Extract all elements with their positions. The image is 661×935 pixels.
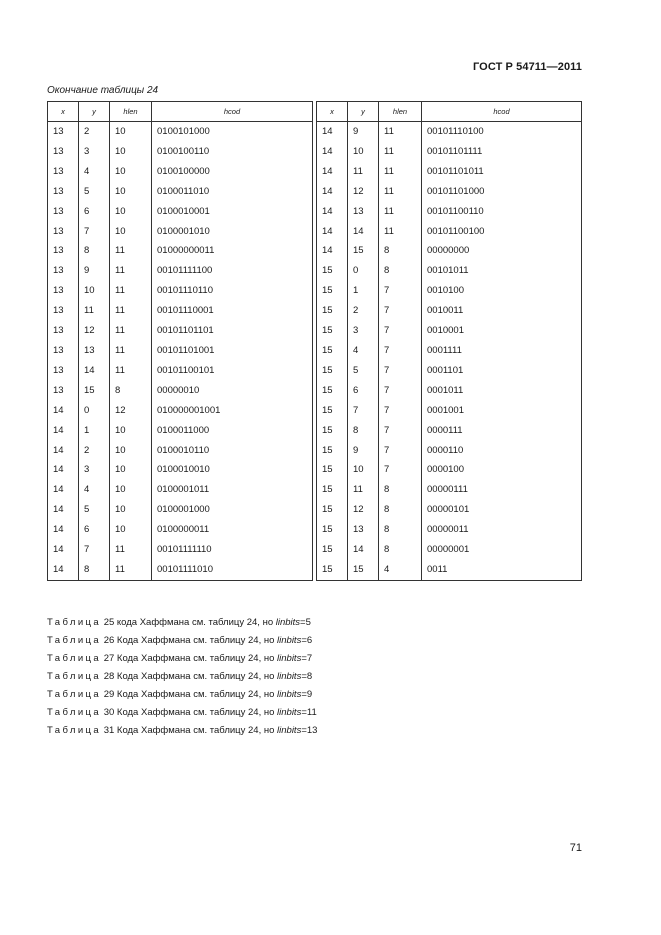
cell-hcod: 0100100000 [152, 162, 313, 182]
cell-hlen: 10 [110, 182, 152, 202]
column-header-hcod: hcod [152, 102, 313, 122]
column-header-x: x [317, 102, 348, 122]
cell-hcod: 00101101001 [152, 341, 313, 361]
cell-x: 14 [317, 162, 348, 182]
cell-hcod: 0100010110 [152, 441, 313, 461]
cell-y: 7 [79, 222, 110, 242]
cell-x: 13 [48, 202, 79, 222]
cell-x: 15 [317, 361, 348, 381]
note-label: Таблица [47, 617, 102, 628]
table-row [48, 182, 313, 202]
table-row [48, 480, 313, 500]
cell-hcod: 0100001010 [152, 222, 313, 242]
cell-y: 15 [348, 560, 379, 580]
cell-hlen: 8 [379, 540, 422, 560]
cell-y: 2 [79, 441, 110, 461]
cell-hcod: 0001011 [422, 381, 582, 401]
note-line [47, 722, 317, 740]
cell-hcod: 00101111010 [152, 560, 313, 580]
cell-y: 11 [79, 301, 110, 321]
cell-x: 15 [317, 281, 348, 301]
cell-y: 5 [79, 500, 110, 520]
note-variable: linbits [277, 671, 302, 682]
cell-x: 14 [317, 182, 348, 202]
note-value: =13 [301, 725, 318, 736]
cell-x: 13 [48, 222, 79, 242]
cell-hlen: 7 [379, 401, 422, 421]
note-value: =11 [301, 707, 317, 718]
cell-y: 15 [348, 241, 379, 261]
cell-hlen: 11 [110, 540, 152, 560]
note-text: 26 Кода Хаффмана см. таблицу 24, но [103, 635, 278, 646]
note-text: 27 Кода Хаффмана см. таблицу 24, но [103, 653, 278, 664]
cell-y: 10 [348, 142, 379, 162]
cell-hlen: 11 [110, 361, 152, 381]
cell-x: 15 [317, 341, 348, 361]
cell-x: 15 [317, 540, 348, 560]
cell-hcod: 00101100100 [422, 222, 582, 242]
note-text: 25 кода Хаффмана см. таблицу 24, но [103, 617, 276, 628]
note-value: =9 [301, 689, 313, 700]
cell-y: 10 [79, 281, 110, 301]
cell-hlen: 11 [110, 341, 152, 361]
cell-y: 15 [79, 381, 110, 401]
cell-hlen: 11 [110, 281, 152, 301]
cell-y: 10 [348, 460, 379, 480]
note-label: Таблица [47, 635, 102, 646]
cell-hlen: 11 [110, 261, 152, 281]
column-header-hlen: hlen [110, 102, 152, 122]
cell-x: 14 [48, 540, 79, 560]
cell-hcod: 00101100110 [422, 202, 582, 222]
cell-x: 13 [48, 301, 79, 321]
cell-y: 13 [79, 341, 110, 361]
cell-hlen: 8 [379, 520, 422, 540]
column-header-y: y [79, 102, 110, 122]
note-variable: linbits [277, 707, 302, 718]
note-value: =7 [301, 653, 313, 664]
cell-hlen: 7 [379, 321, 422, 341]
cell-hcod: 0100001000 [152, 500, 313, 520]
cell-hcod: 00101101101 [152, 321, 313, 341]
cell-hcod: 0100100110 [152, 142, 313, 162]
cell-hlen: 8 [379, 261, 422, 281]
cell-y: 6 [79, 202, 110, 222]
cell-hcod: 00101110110 [152, 281, 313, 301]
cell-hlen: 10 [110, 480, 152, 500]
cell-hlen: 10 [110, 460, 152, 480]
cell-hlen: 10 [110, 441, 152, 461]
cell-hcod: 0010001 [422, 321, 582, 341]
note-line [47, 704, 317, 722]
cell-y: 5 [79, 182, 110, 202]
table-row [317, 441, 582, 461]
note-value: =8 [301, 671, 313, 682]
cell-y: 4 [79, 480, 110, 500]
cell-y: 2 [348, 301, 379, 321]
cell-x: 13 [48, 261, 79, 281]
table-row [317, 520, 582, 540]
cell-x: 14 [48, 560, 79, 580]
table-row [317, 301, 582, 321]
cell-x: 15 [317, 301, 348, 321]
cell-hlen: 7 [379, 441, 422, 461]
cell-x: 15 [317, 421, 348, 441]
cell-y: 4 [79, 162, 110, 182]
table-row [48, 441, 313, 461]
cell-x: 15 [317, 441, 348, 461]
table-row [317, 321, 582, 341]
table-row [317, 341, 582, 361]
note-label: Таблица [47, 653, 102, 664]
cell-y: 11 [348, 480, 379, 500]
cell-hcod: 0000110 [422, 441, 582, 461]
note-variable: linbits [277, 653, 302, 664]
table-row [48, 421, 313, 441]
cell-hcod: 0100001011 [152, 480, 313, 500]
cell-hcod: 00101101011 [422, 162, 582, 182]
cell-x: 14 [48, 441, 79, 461]
table-row [317, 421, 582, 441]
table-row [317, 401, 582, 421]
cell-hcod: 0100011010 [152, 182, 313, 202]
note-label: Таблица [47, 707, 102, 718]
cell-hcod: 00000111 [422, 480, 582, 500]
cell-hlen: 7 [379, 361, 422, 381]
cell-x: 14 [48, 500, 79, 520]
cell-y: 13 [348, 520, 379, 540]
note-variable: linbits [277, 725, 302, 736]
table-row [48, 460, 313, 480]
table-caption: Окончание таблицы 24 [47, 85, 159, 96]
cell-x: 15 [317, 500, 348, 520]
table-row [48, 241, 313, 261]
cell-x: 14 [48, 520, 79, 540]
cell-hlen: 7 [379, 281, 422, 301]
cell-hlen: 10 [110, 162, 152, 182]
cell-x: 13 [48, 241, 79, 261]
cell-hlen: 11 [110, 241, 152, 261]
table-row [48, 222, 313, 242]
cell-y: 0 [79, 401, 110, 421]
table-row [317, 500, 582, 520]
cell-hlen: 10 [110, 520, 152, 540]
cell-hcod: 00000000 [422, 241, 582, 261]
cell-y: 7 [348, 401, 379, 421]
cell-hcod: 00000011 [422, 520, 582, 540]
note-text: 30 Кода Хаффмана см. таблицу 24, но [103, 707, 278, 718]
cell-x: 15 [317, 381, 348, 401]
table-row [317, 202, 582, 222]
table-row [317, 162, 582, 182]
cell-x: 14 [317, 122, 348, 142]
note-label: Таблица [47, 689, 102, 700]
cell-hcod: 0001101 [422, 361, 582, 381]
table-row [48, 202, 313, 222]
table-header-row [317, 102, 582, 122]
huffman-table-left [47, 101, 313, 581]
table-row [317, 122, 582, 142]
column-header-x: x [48, 102, 79, 122]
cell-hlen: 11 [110, 321, 152, 341]
cell-hcod: 0011 [422, 560, 582, 580]
cell-hcod: 00000001 [422, 540, 582, 560]
page-number: 71 [569, 842, 582, 854]
cell-hlen: 8 [110, 381, 152, 401]
cell-hlen: 7 [379, 421, 422, 441]
table-row [48, 520, 313, 540]
cell-hlen: 10 [110, 142, 152, 162]
table-row [48, 162, 313, 182]
cell-x: 15 [317, 460, 348, 480]
table-row [317, 182, 582, 202]
cell-hlen: 11 [379, 162, 422, 182]
table-row [48, 361, 313, 381]
cell-hlen: 11 [379, 222, 422, 242]
cell-x: 13 [48, 182, 79, 202]
cell-hlen: 11 [379, 202, 422, 222]
table-row [48, 401, 313, 421]
cell-x: 15 [317, 520, 348, 540]
cell-hcod: 010000001001 [152, 401, 313, 421]
cell-hlen: 10 [110, 122, 152, 142]
cell-hcod: 0010011 [422, 301, 582, 321]
huffman-table-right [316, 101, 582, 581]
note-text: 31 Кода Хаффмана см. таблицу 24, но [103, 725, 278, 736]
cell-hlen: 11 [110, 560, 152, 580]
cell-y: 14 [348, 540, 379, 560]
note-line [47, 650, 317, 668]
note-line [47, 614, 317, 632]
table-row [48, 341, 313, 361]
cell-y: 12 [79, 321, 110, 341]
cell-y: 12 [348, 182, 379, 202]
cell-hlen: 7 [379, 381, 422, 401]
cell-hcod: 0100101000 [152, 122, 313, 142]
cell-x: 14 [48, 460, 79, 480]
cell-x: 13 [48, 122, 79, 142]
table-row [317, 281, 582, 301]
table-row [48, 381, 313, 401]
document-standard-header: ГОСТ Р 54711—2011 [472, 61, 582, 73]
cell-hcod: 00101011 [422, 261, 582, 281]
cell-hcod: 0100010001 [152, 202, 313, 222]
cell-y: 14 [79, 361, 110, 381]
cell-hcod: 00101110001 [152, 301, 313, 321]
cell-y: 9 [348, 122, 379, 142]
table-row [317, 560, 582, 580]
cell-hcod: 0010100 [422, 281, 582, 301]
table-row [317, 222, 582, 242]
cell-x: 14 [317, 202, 348, 222]
column-header-y: y [348, 102, 379, 122]
note-text: 28 Кода Хаффмана см. таблицу 24, но [103, 671, 278, 682]
cell-hcod: 00000101 [422, 500, 582, 520]
note-variable: linbits [275, 617, 301, 628]
column-header-hlen: hlen [379, 102, 422, 122]
cell-x: 13 [48, 162, 79, 182]
note-label: Таблица [47, 725, 102, 736]
cell-hcod: 00101101000 [422, 182, 582, 202]
cell-x: 15 [317, 560, 348, 580]
note-variable: linbits [277, 635, 302, 646]
cell-hlen: 12 [110, 401, 152, 421]
cell-y: 14 [348, 222, 379, 242]
cell-y: 12 [348, 500, 379, 520]
cell-x: 15 [317, 261, 348, 281]
cell-x: 13 [48, 381, 79, 401]
cell-y: 9 [79, 261, 110, 281]
table-row [48, 321, 313, 341]
cell-x: 14 [317, 222, 348, 242]
cell-y: 3 [348, 321, 379, 341]
cell-hcod: 0001001 [422, 401, 582, 421]
cell-hlen: 11 [379, 182, 422, 202]
table-row [317, 540, 582, 560]
note-label: Таблица [47, 671, 102, 682]
table-row [48, 540, 313, 560]
table-row [317, 480, 582, 500]
note-text: 29 Кода Хаффмана см. таблицу 24, но [103, 689, 278, 700]
cell-y: 13 [348, 202, 379, 222]
cell-hcod: 00101110100 [422, 122, 582, 142]
table-header-row [48, 102, 313, 122]
cell-x: 14 [317, 241, 348, 261]
cell-y: 7 [79, 540, 110, 560]
cell-hlen: 11 [110, 301, 152, 321]
table-row [317, 241, 582, 261]
cell-hcod: 00000010 [152, 381, 313, 401]
cell-x: 14 [48, 480, 79, 500]
cell-hlen: 11 [379, 142, 422, 162]
cell-hlen: 11 [379, 122, 422, 142]
cell-hlen: 8 [379, 480, 422, 500]
cell-y: 6 [79, 520, 110, 540]
cell-y: 2 [79, 122, 110, 142]
cell-y: 9 [348, 441, 379, 461]
cell-y: 1 [348, 281, 379, 301]
cell-y: 5 [348, 361, 379, 381]
cell-y: 6 [348, 381, 379, 401]
table-notes [47, 614, 317, 740]
cell-hcod: 00101111110 [152, 540, 313, 560]
cell-hcod: 00101100101 [152, 361, 313, 381]
cell-x: 13 [48, 281, 79, 301]
cell-hcod: 00101111100 [152, 261, 313, 281]
cell-y: 3 [79, 460, 110, 480]
cell-y: 3 [79, 142, 110, 162]
table-row [48, 142, 313, 162]
cell-hlen: 10 [110, 202, 152, 222]
cell-x: 15 [317, 480, 348, 500]
cell-x: 14 [317, 142, 348, 162]
cell-x: 14 [48, 401, 79, 421]
cell-y: 11 [348, 162, 379, 182]
cell-hcod: 0000100 [422, 460, 582, 480]
cell-x: 13 [48, 142, 79, 162]
table-row [317, 361, 582, 381]
cell-y: 1 [79, 421, 110, 441]
note-value: =5 [300, 617, 311, 628]
cell-hlen: 8 [379, 500, 422, 520]
cell-hcod: 0100000011 [152, 520, 313, 540]
table-row [48, 261, 313, 281]
cell-x: 13 [48, 321, 79, 341]
cell-x: 13 [48, 341, 79, 361]
cell-hcod: 0100011000 [152, 421, 313, 441]
cell-x: 14 [48, 421, 79, 441]
cell-hcod: 00101101111 [422, 142, 582, 162]
table-row [317, 460, 582, 480]
note-variable: linbits [277, 689, 302, 700]
cell-x: 15 [317, 401, 348, 421]
table-row [48, 500, 313, 520]
table-row [317, 381, 582, 401]
cell-y: 4 [348, 341, 379, 361]
cell-hcod: 0001111 [422, 341, 582, 361]
cell-hlen: 10 [110, 500, 152, 520]
cell-hcod: 0000111 [422, 421, 582, 441]
cell-y: 8 [79, 241, 110, 261]
table-row [48, 281, 313, 301]
table-row [48, 122, 313, 142]
cell-hlen: 8 [379, 241, 422, 261]
cell-hlen: 4 [379, 560, 422, 580]
table-row [48, 301, 313, 321]
note-line [47, 668, 317, 686]
table-row [317, 142, 582, 162]
cell-x: 13 [48, 361, 79, 381]
cell-hlen: 7 [379, 301, 422, 321]
table-row [317, 261, 582, 281]
cell-y: 0 [348, 261, 379, 281]
cell-x: 15 [317, 321, 348, 341]
cell-hlen: 10 [110, 222, 152, 242]
cell-hlen: 10 [110, 421, 152, 441]
cell-hlen: 7 [379, 341, 422, 361]
note-line [47, 686, 317, 704]
note-line [47, 632, 317, 650]
table-row [48, 560, 313, 580]
cell-hlen: 7 [379, 460, 422, 480]
cell-y: 8 [79, 560, 110, 580]
cell-hcod: 01000000011 [152, 241, 313, 261]
cell-hcod: 0100010010 [152, 460, 313, 480]
column-header-hcod: hcod [422, 102, 582, 122]
cell-y: 8 [348, 421, 379, 441]
note-value: =6 [301, 635, 313, 646]
